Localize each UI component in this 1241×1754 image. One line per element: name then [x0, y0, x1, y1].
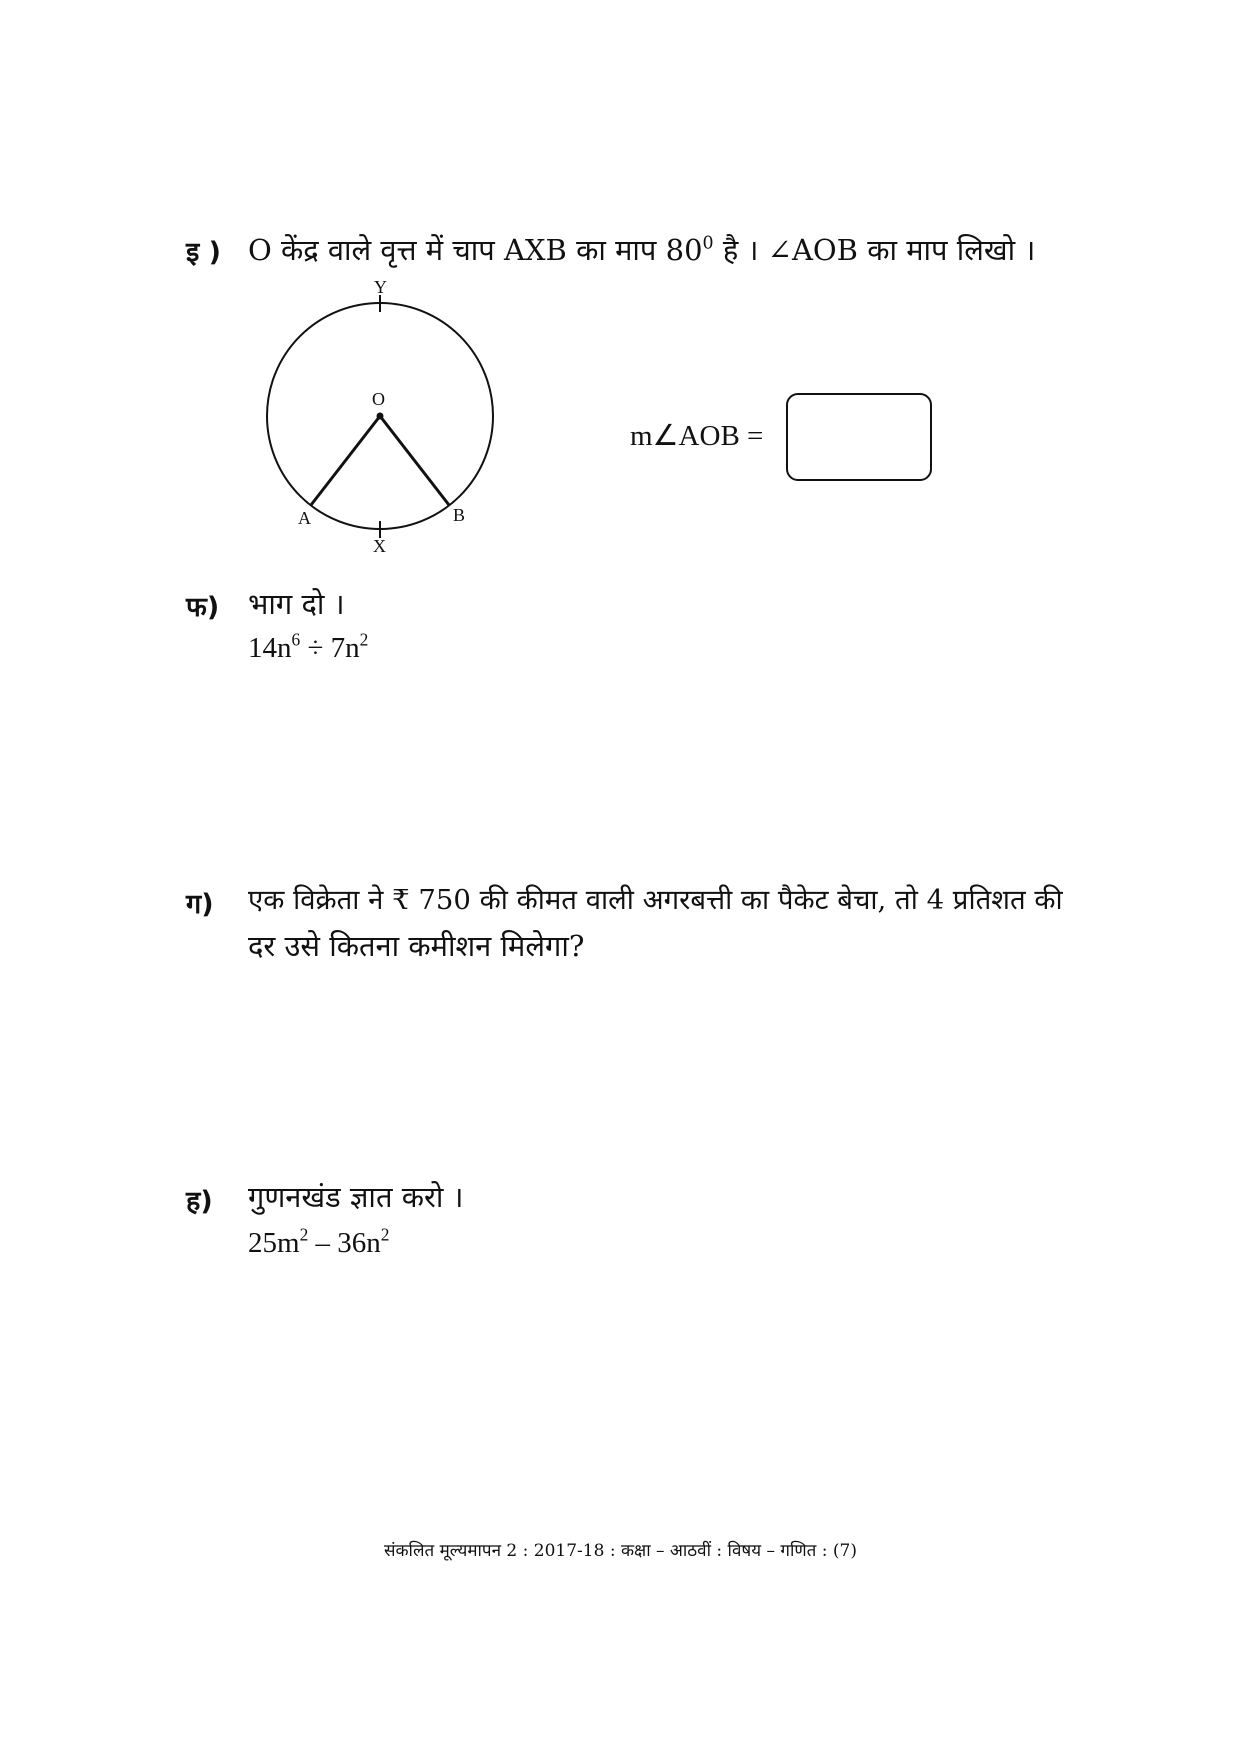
- question-text-i-pre: O केंद्र वाले वृत्त में चाप AXB का माप 80: [248, 233, 703, 267]
- expr-h-operator: –: [308, 1227, 338, 1259]
- question-label-h: ह): [186, 1186, 213, 1217]
- question-text-g-line1: एक विक्रेता ने ₹ 750 की कीमत वाली अगरबत्ती का पैकेट बेचा, तो 4 प्रतिशत की: [248, 884, 1063, 916]
- radius-ob: [380, 416, 449, 505]
- expr-f-exp-b: 2: [359, 629, 369, 650]
- expr-f-term-a: 14n: [248, 632, 292, 664]
- expr-f-operator: ÷: [300, 632, 331, 664]
- point-label-a: A: [298, 508, 311, 528]
- question-text-h: गुणनखंड ज्ञात करो ।: [248, 1180, 464, 1214]
- expr-f-exp-a: 6: [291, 629, 301, 650]
- question-text-f: भाग दो ।: [248, 587, 345, 621]
- point-label-y: Y: [374, 277, 387, 297]
- answer-label-aob: m∠AOB =: [630, 420, 764, 452]
- question-label-f: फ): [186, 592, 220, 623]
- answer-box[interactable]: [786, 393, 932, 481]
- page-footer: संकलित मूल्यमापन 2 : 2017-18 : कक्षा – आठवीं : विषय – गणित : (7): [384, 1541, 857, 1561]
- question-label-i: इ ): [186, 237, 221, 268]
- question-text-i-post: है । ∠AOB का माप लिखो ।: [713, 233, 1036, 267]
- question-label-g: ग): [186, 889, 214, 920]
- radius-oa: [311, 416, 380, 505]
- expr-h-term-a: 25m: [248, 1227, 300, 1259]
- circle: [267, 303, 493, 529]
- degree-superscript: 0: [702, 233, 714, 254]
- point-label-o: O: [372, 389, 385, 409]
- expr-f-term-b: 7n: [330, 632, 360, 664]
- question-text-g-line2: दर उसे कितना कमीशन मिलेगा?: [248, 929, 585, 963]
- point-label-x: X: [373, 536, 386, 556]
- center-point: [377, 413, 384, 420]
- expr-h-exp-b: 2: [380, 1224, 390, 1245]
- expression-h: [248, 1219, 389, 1267]
- point-label-b: B: [453, 505, 466, 525]
- expr-h-exp-a: 2: [299, 1224, 309, 1245]
- expr-h-term-b: 36n: [337, 1227, 381, 1259]
- expression-f: [248, 624, 368, 672]
- question-text-i: [248, 226, 1035, 274]
